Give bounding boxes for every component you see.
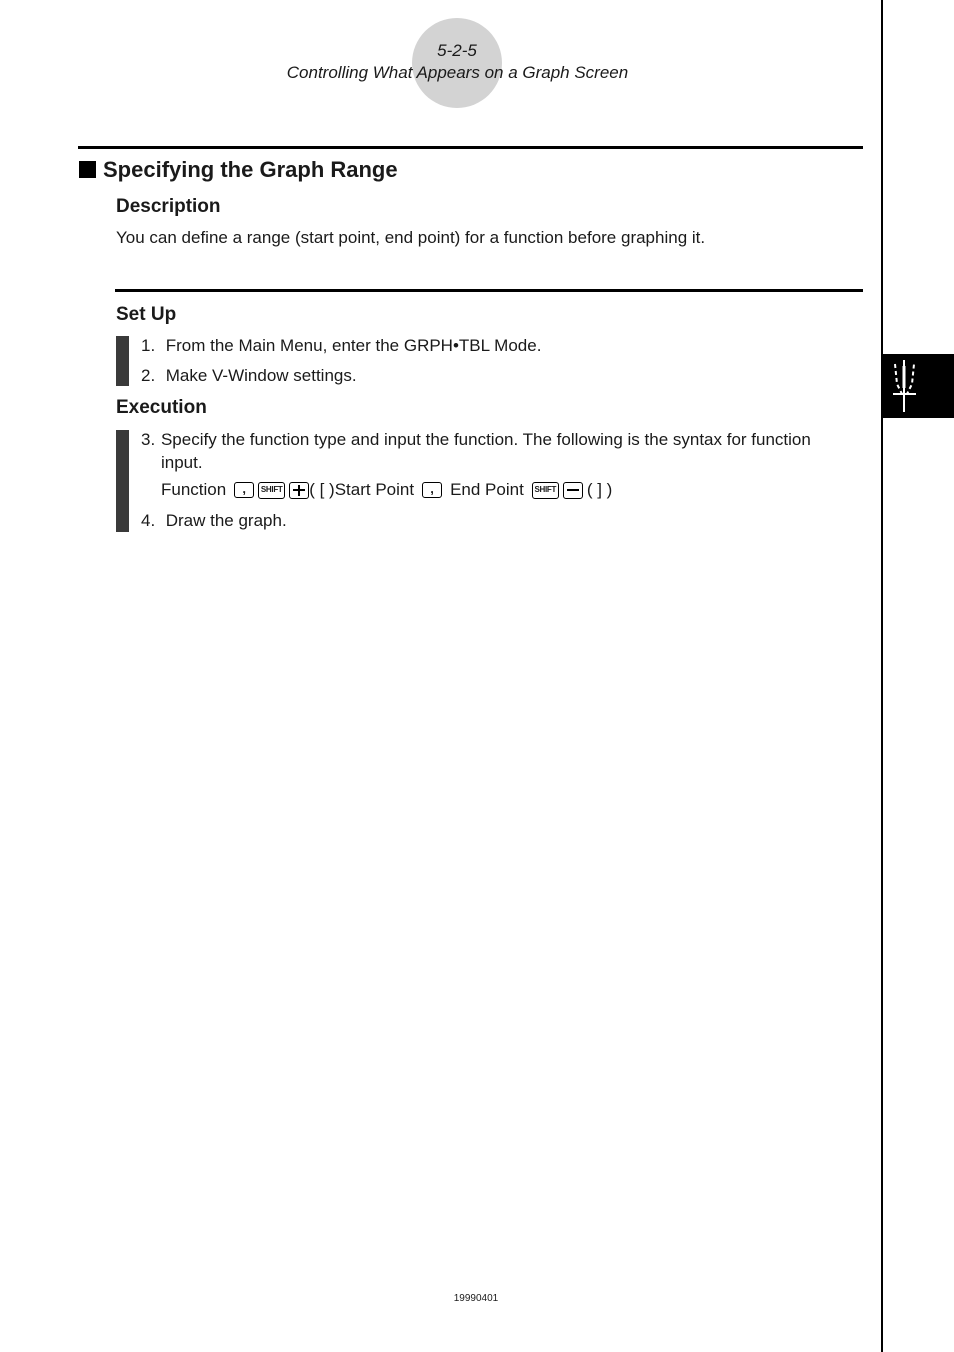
end-point-label: End Point	[450, 480, 524, 499]
description-text: You can define a range (start point, end point) for a function before graphing it.	[116, 228, 706, 247]
execution-step	[141, 428, 856, 474]
open-bracket-text: ( [ )	[309, 480, 335, 499]
function-syntax	[161, 480, 612, 500]
step-number: 4.	[141, 511, 156, 530]
footer-code: 19990401	[453, 1293, 499, 1304]
comma-key-icon: ,	[422, 482, 442, 498]
execution-step	[141, 509, 287, 532]
setup-heading: Set Up	[116, 304, 177, 325]
setup-step	[141, 334, 541, 357]
running-header: Controlling What Appears on a Graph Screen	[286, 63, 629, 82]
chapter-tab	[883, 354, 954, 418]
execution-heading: Execution	[116, 397, 207, 418]
start-point-label: Start Point	[334, 480, 415, 499]
step-number: 3.	[141, 430, 156, 449]
close-bracket-text: ( ] )	[586, 480, 613, 499]
description-heading: Description	[116, 196, 221, 217]
shift-key-icon: SHIFT	[258, 482, 285, 499]
page-right-rule	[881, 0, 883, 1352]
function-label: Function	[161, 480, 227, 499]
setup-step-bar	[116, 336, 129, 386]
graph-icon	[883, 354, 954, 418]
setup-top-rule	[115, 289, 863, 292]
comma-key-icon: ,	[234, 482, 254, 498]
section-top-rule	[78, 146, 863, 149]
page-number: 5-2-5	[437, 41, 477, 60]
plus-key-icon	[289, 482, 309, 499]
step-number: 1.	[141, 336, 156, 355]
setup-step	[141, 364, 357, 387]
square-bullet-icon	[79, 161, 96, 178]
section-title: Specifying the Graph Range	[103, 157, 398, 182]
step-text: Specify the function type and input the function. The following is the syntax for function input.	[160, 430, 811, 472]
shift-key-icon: SHIFT	[532, 482, 559, 499]
minus-key-icon	[563, 482, 583, 499]
execution-step-bar	[116, 430, 129, 532]
step-text: From the Main Menu, enter the GRPH•TBL Mode.	[165, 336, 542, 355]
step-text: Draw the graph.	[165, 511, 287, 530]
step-number: 2.	[141, 366, 156, 385]
step-text: Make V-Window settings.	[165, 366, 357, 385]
